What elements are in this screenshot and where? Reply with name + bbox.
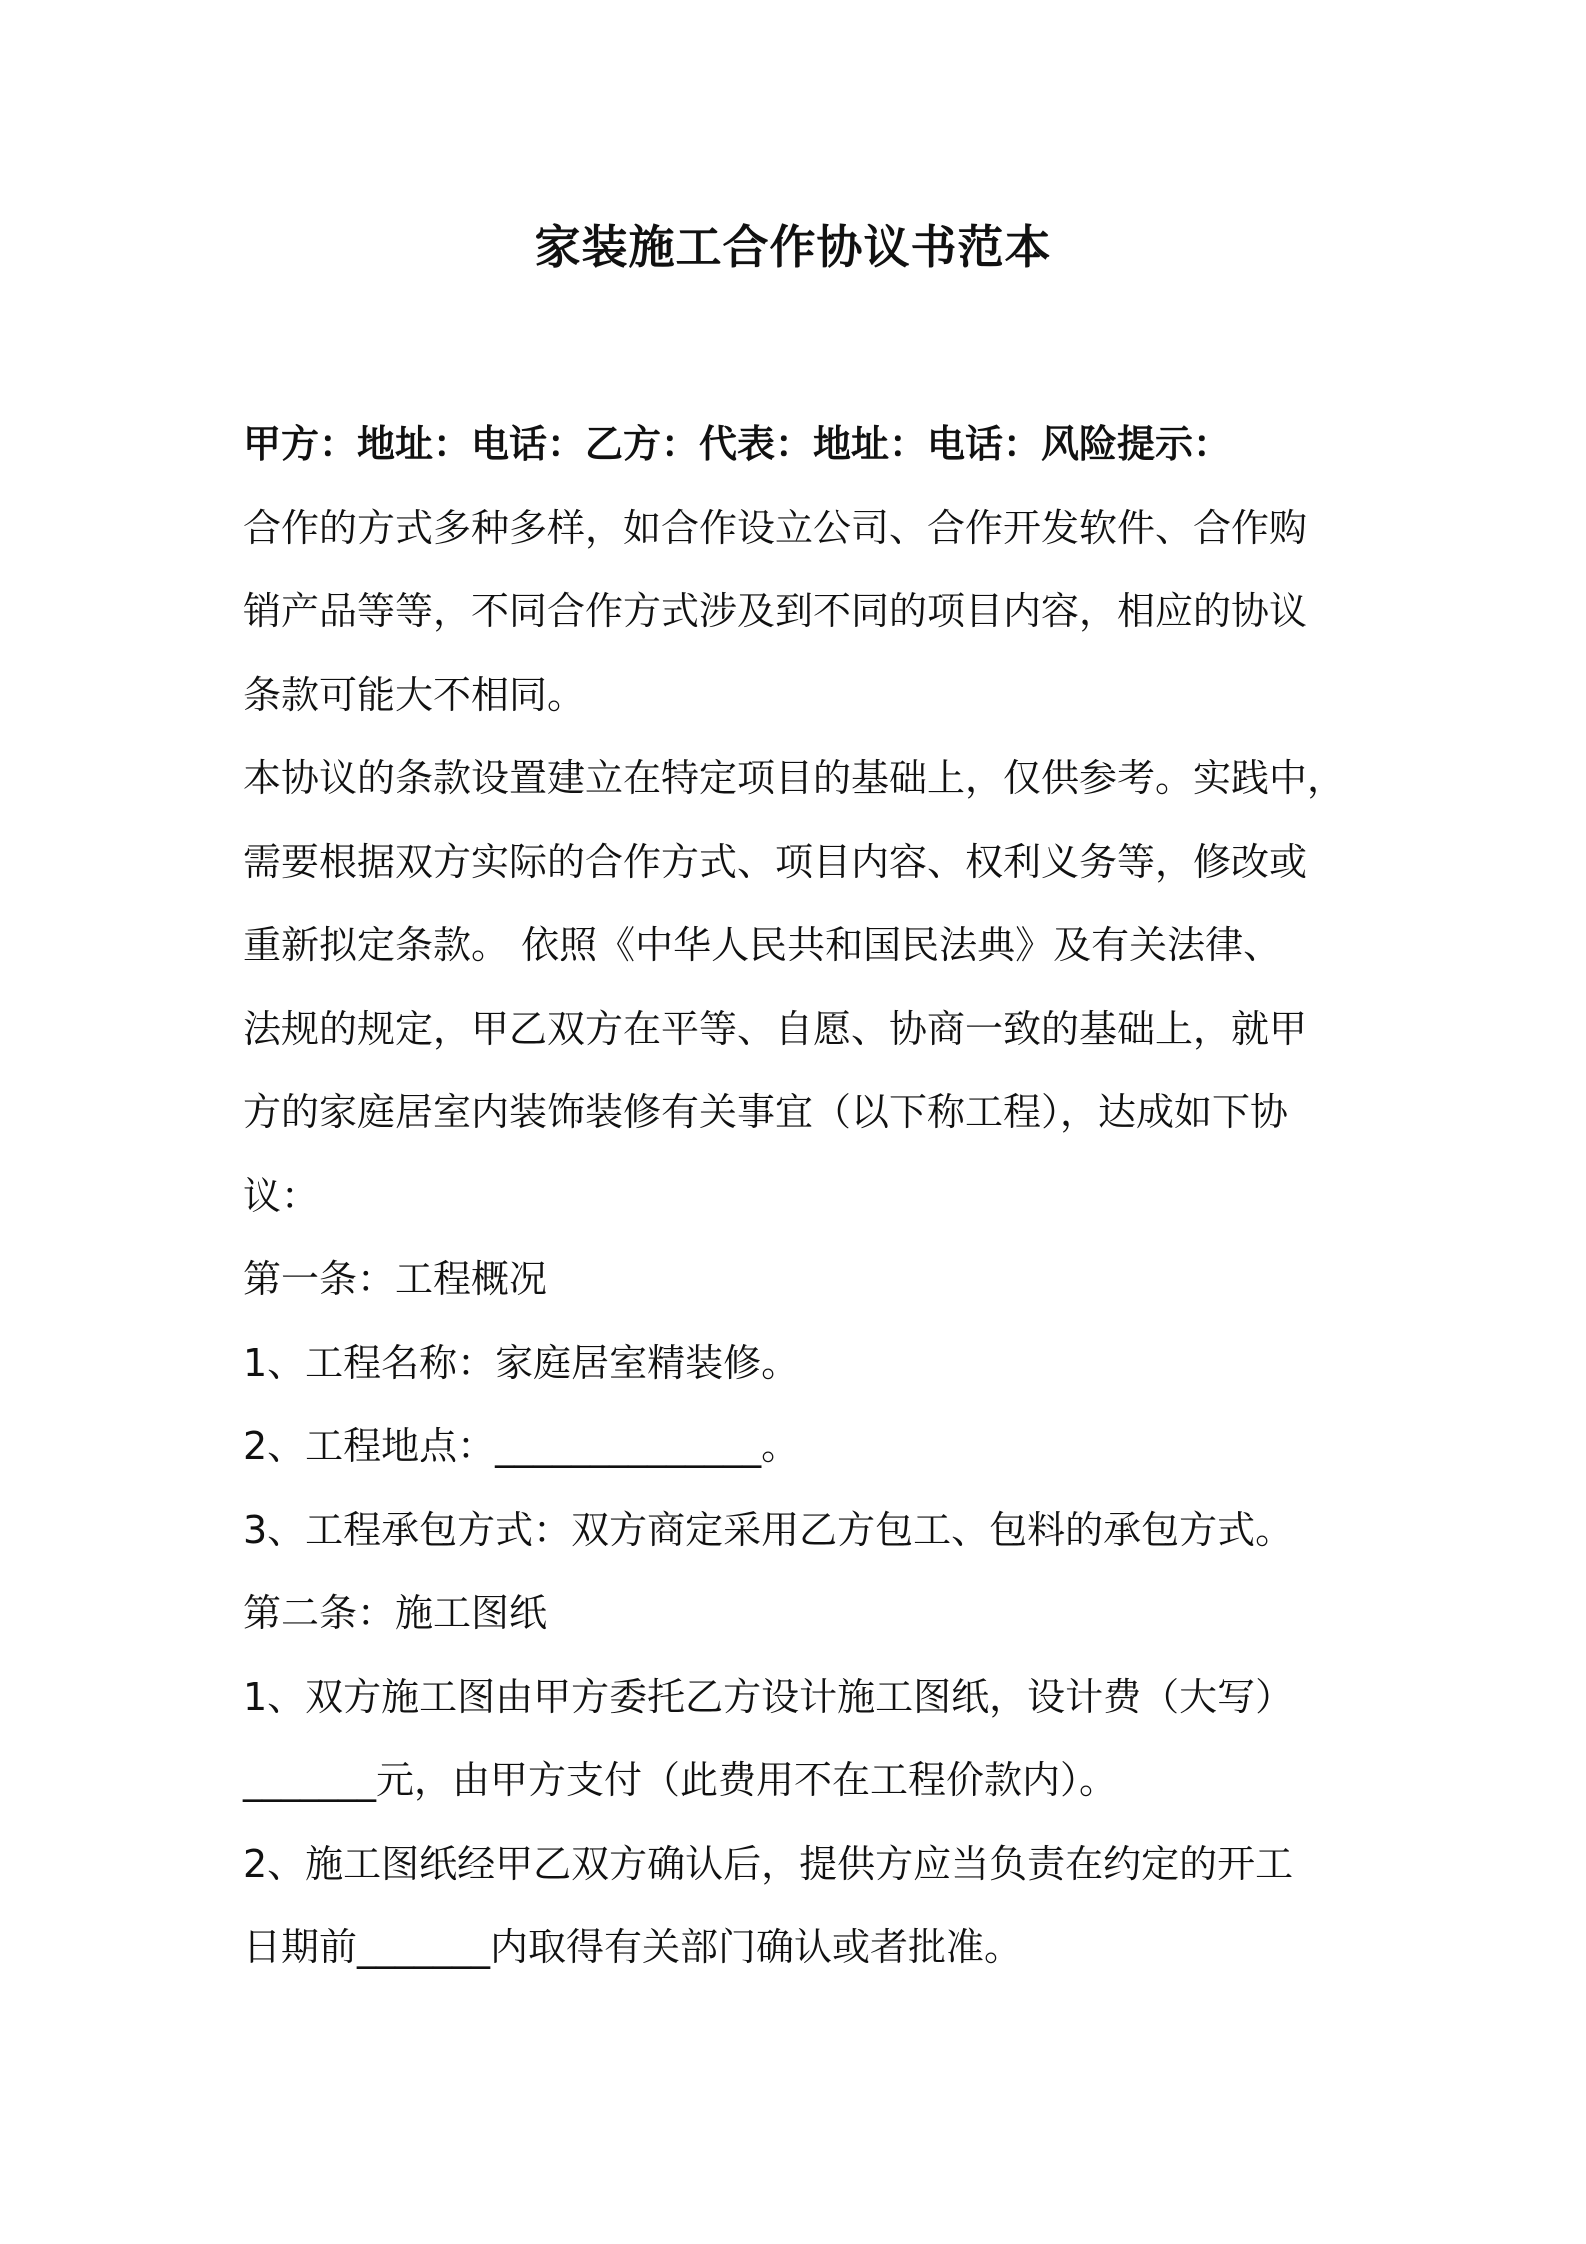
article-heading: 第一条：工程概况 bbox=[243, 1257, 548, 1301]
body-line: 需要根据双方实际的合作方式、项目内容、权利义务等，修改或 bbox=[243, 839, 1308, 884]
body-line: 本协议的条款设置建立在特定项目的基础上，仅供参考。实践中， bbox=[243, 756, 1346, 800]
body-line: 方的家庭居室内装饰装修有关事宜（以下称工程），达成如下协 bbox=[243, 1090, 1289, 1134]
document-title: 家装施工合作协议书范本 bbox=[534, 220, 1052, 274]
clause-line: 2、工程地点：______________。 bbox=[243, 1424, 800, 1468]
body-line: 销产品等等，不同合作方式涉及到不同的项目内容，相应的协议 bbox=[243, 589, 1308, 633]
clause-line: 1、工程名称：家庭居室精装修。 bbox=[243, 1340, 800, 1385]
parties-line: 甲方：地址：电话：乙方：代表：地址：电话：风险提示： bbox=[243, 422, 1232, 466]
body-line: 重新拟定条款。 依照《中华人民共和国民法典》及有关法律、 bbox=[243, 923, 1282, 967]
clause-line: 3、工程承包方式：双方商定采用乙方包工、包料的承包方式。 bbox=[243, 1507, 1294, 1552]
clause-line: 2、施工图纸经甲乙双方确认后，提供方应当负责在约定的开工 bbox=[243, 1841, 1294, 1886]
body-line: 法规的规定，甲乙双方在平等、自愿、协商一致的基础上，就甲 bbox=[243, 1006, 1308, 1051]
clause-line: 日期前_______内取得有关部门确认或者批准。 bbox=[243, 1925, 1023, 1969]
clause-line: _______元，由甲方支付（此费用不在工程价款内）。 bbox=[243, 1758, 1118, 1802]
document-body bbox=[243, 403, 1353, 1990]
article-heading: 第二条：施工图纸 bbox=[243, 1591, 548, 1635]
body-line: 议： bbox=[243, 1173, 320, 1218]
body-line: 条款可能大不相同。 bbox=[243, 672, 586, 717]
clause-line: 1、双方施工图由甲方委托乙方设计施工图纸，设计费（大写） bbox=[243, 1674, 1294, 1719]
body-line: 合作的方式多种多样，如合作设立公司、合作开发软件、合作购 bbox=[243, 505, 1308, 550]
